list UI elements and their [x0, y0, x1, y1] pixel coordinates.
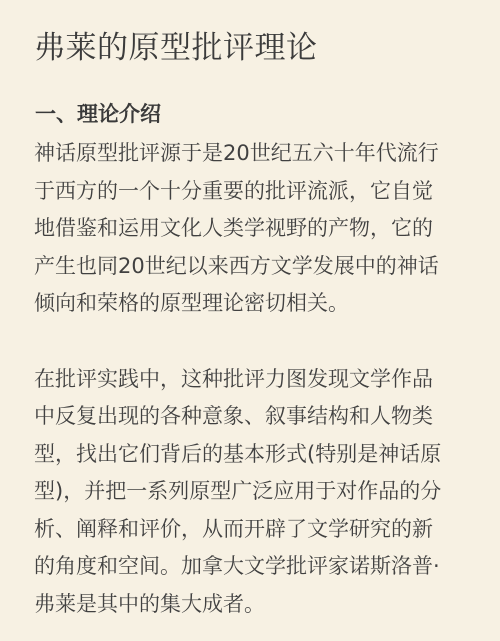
body-paragraph-1: 神话原型批评源于是20世纪五六十年代流行 于西方的一个十分重要的批评流派，它自觉 地借鉴和运用文化人类学视野的产物，它的 产生也同20世纪以来西方文学发展中的神话 倾向和荣格的原型理论密切相关。	[34, 141, 439, 315]
body-paragraph-2: 在批评实践中，这种批评力图发现文学作品 中反复出现的各种意象、叙事结构和人物类 型，找出它们背后的基本形式(特别是神话原 型)，并把一系列原型广泛应用于对作品的分 析、阐释和评价，从而开辟了文学研究的新 的角度和空间。加拿大文学批评家诺斯洛普· 弗莱是其中的集大成者。	[34, 366, 442, 616]
article-title: 弗莱的原型批评理论	[34, 30, 318, 66]
section-heading: 一、理论介绍	[35, 102, 161, 126]
